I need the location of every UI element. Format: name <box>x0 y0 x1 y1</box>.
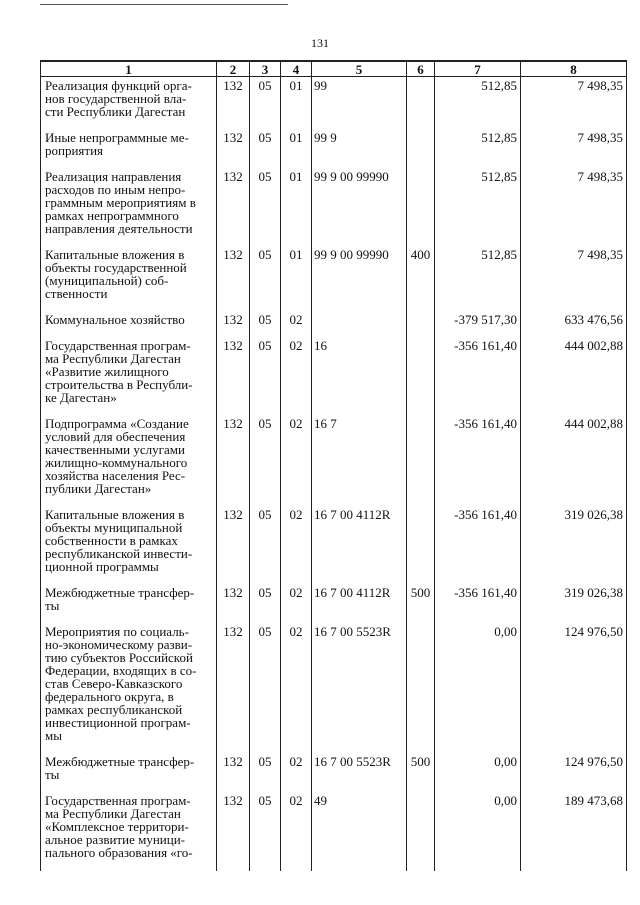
row-section-code: 05 <box>250 794 281 871</box>
row-amount-total: 319 026,38 <box>521 586 627 625</box>
table-row <box>41 313 627 339</box>
row-amount-total: 7 498,35 <box>521 248 627 313</box>
row-subsection-code: 02 <box>281 417 312 508</box>
row-ministry-code: 132 <box>217 755 250 794</box>
row-target-article: 16 7 <box>312 417 407 508</box>
column-header-7: 7 <box>435 61 521 77</box>
row-subsection-code: 02 <box>281 794 312 871</box>
row-amount-change: 0,00 <box>435 755 521 794</box>
row-ministry-code: 132 <box>217 131 250 170</box>
row-section-code: 05 <box>250 313 281 339</box>
row-amount-total: 7 498,35 <box>521 131 627 170</box>
row-name: Капитальные вложения в объекты муниципальной собственности в рамках республиканской инвести- ционной программы <box>41 508 217 586</box>
row-expense-type <box>407 508 435 586</box>
row-section-code: 05 <box>250 755 281 794</box>
column-header-8: 8 <box>521 61 627 77</box>
row-amount-total: 444 002,88 <box>521 417 627 508</box>
table-row <box>41 586 627 625</box>
column-header-2: 2 <box>217 61 250 77</box>
row-target-article: 99 9 00 99990 <box>312 170 407 248</box>
row-ministry-code: 132 <box>217 77 250 132</box>
row-ministry-code: 132 <box>217 508 250 586</box>
row-amount-change: -356 161,40 <box>435 339 521 417</box>
row-target-article <box>312 313 407 339</box>
row-name: Межбюджетные трансфер- ты <box>41 755 217 794</box>
row-name: Государственная програм- ма Республики Дагестан «Развитие жилищного строительства в Республи- ке Дагестан» <box>41 339 217 417</box>
row-expense-type <box>407 625 435 755</box>
row-amount-total: 633 476,56 <box>521 313 627 339</box>
row-amount-change: 512,85 <box>435 170 521 248</box>
row-amount-change: -356 161,40 <box>435 508 521 586</box>
column-header-5: 5 <box>312 61 407 77</box>
row-amount-total: 319 026,38 <box>521 508 627 586</box>
row-target-article: 99 <box>312 77 407 132</box>
row-amount-total: 7 498,35 <box>521 170 627 248</box>
row-subsection-code: 01 <box>281 248 312 313</box>
table-row <box>41 625 627 755</box>
row-expense-type <box>407 131 435 170</box>
row-target-article: 16 <box>312 339 407 417</box>
row-name: Межбюджетные трансфер- ты <box>41 586 217 625</box>
row-ministry-code: 132 <box>217 170 250 248</box>
row-name: Реализация направления расходов по иным непро- граммным мероприятиям в рамках непрограммного направления деятельности <box>41 170 217 248</box>
row-ministry-code: 132 <box>217 586 250 625</box>
column-header-4: 4 <box>281 61 312 77</box>
row-target-article: 49 <box>312 794 407 871</box>
table-row <box>41 248 627 313</box>
row-target-article: 99 9 00 99990 <box>312 248 407 313</box>
row-amount-total: 124 976,50 <box>521 755 627 794</box>
row-ministry-code: 132 <box>217 794 250 871</box>
top-rule <box>40 4 288 5</box>
row-ministry-code: 132 <box>217 248 250 313</box>
row-amount-change: -356 161,40 <box>435 417 521 508</box>
row-name: Государственная програм- ма Республики Дагестан «Комплексное территори- альное развитие муници- пального образования «го- <box>41 794 217 871</box>
row-expense-type <box>407 77 435 132</box>
table-row <box>41 508 627 586</box>
column-header-1: 1 <box>41 61 217 77</box>
row-amount-total: 189 473,68 <box>521 794 627 871</box>
table-header-row <box>41 61 627 77</box>
row-subsection-code: 01 <box>281 131 312 170</box>
table-row <box>41 417 627 508</box>
row-section-code: 05 <box>250 77 281 132</box>
row-expense-type <box>407 170 435 248</box>
row-target-article: 16 7 00 5523R <box>312 755 407 794</box>
row-amount-change: 512,85 <box>435 248 521 313</box>
row-amount-change: 512,85 <box>435 131 521 170</box>
page-number: 131 <box>311 36 329 50</box>
row-subsection-code: 01 <box>281 170 312 248</box>
row-section-code: 05 <box>250 248 281 313</box>
row-ministry-code: 132 <box>217 625 250 755</box>
row-section-code: 05 <box>250 170 281 248</box>
row-amount-total: 444 002,88 <box>521 339 627 417</box>
table-row <box>41 131 627 170</box>
row-amount-change: -379 517,30 <box>435 313 521 339</box>
row-amount-change: 0,00 <box>435 625 521 755</box>
row-section-code: 05 <box>250 417 281 508</box>
table-row <box>41 339 627 417</box>
row-ministry-code: 132 <box>217 313 250 339</box>
row-section-code: 05 <box>250 131 281 170</box>
row-section-code: 05 <box>250 625 281 755</box>
row-amount-change: -356 161,40 <box>435 586 521 625</box>
row-ministry-code: 132 <box>217 417 250 508</box>
row-subsection-code: 02 <box>281 339 312 417</box>
row-name: Капитальные вложения в объекты государственной (муниципальной) соб- ственности <box>41 248 217 313</box>
row-amount-change: 0,00 <box>435 794 521 871</box>
row-amount-change: 512,85 <box>435 77 521 132</box>
row-target-article: 16 7 00 5523R <box>312 625 407 755</box>
row-target-article: 16 7 00 4112R <box>312 508 407 586</box>
row-name: Коммунальное хозяйство <box>41 313 217 339</box>
row-subsection-code: 02 <box>281 755 312 794</box>
row-name: Мероприятия по социаль- но-экономическому разви- тию субъектов Российской Федерации, входящих в со- став Северо-Кавказского федерального округа, в рамках республиканской инвестиционной програм- мы <box>41 625 217 755</box>
budget-table <box>40 60 627 871</box>
row-expense-type: 500 <box>407 755 435 794</box>
row-expense-type <box>407 794 435 871</box>
column-header-3: 3 <box>250 61 281 77</box>
row-amount-total: 7 498,35 <box>521 77 627 132</box>
table-row <box>41 170 627 248</box>
row-name: Реализация функций орга- нов государственной вла- сти Республики Дагестан <box>41 77 217 132</box>
row-expense-type <box>407 313 435 339</box>
row-section-code: 05 <box>250 586 281 625</box>
row-expense-type <box>407 339 435 417</box>
row-target-article: 99 9 <box>312 131 407 170</box>
row-amount-total: 124 976,50 <box>521 625 627 755</box>
row-subsection-code: 01 <box>281 77 312 132</box>
row-target-article: 16 7 00 4112R <box>312 586 407 625</box>
row-name: Иные непрограммные ме- роприятия <box>41 131 217 170</box>
row-name: Подпрограмма «Создание условий для обеспечения качественными услугами жилищно-коммунального хозяйства населения Рес- публики Дагестан» <box>41 417 217 508</box>
row-ministry-code: 132 <box>217 339 250 417</box>
row-subsection-code: 02 <box>281 586 312 625</box>
row-expense-type: 500 <box>407 586 435 625</box>
row-subsection-code: 02 <box>281 313 312 339</box>
row-subsection-code: 02 <box>281 625 312 755</box>
row-expense-type: 400 <box>407 248 435 313</box>
row-expense-type <box>407 417 435 508</box>
row-section-code: 05 <box>250 508 281 586</box>
column-header-6: 6 <box>407 61 435 77</box>
row-subsection-code: 02 <box>281 508 312 586</box>
table-row <box>41 77 627 132</box>
row-section-code: 05 <box>250 339 281 417</box>
table-row <box>41 794 627 871</box>
table-row <box>41 755 627 794</box>
